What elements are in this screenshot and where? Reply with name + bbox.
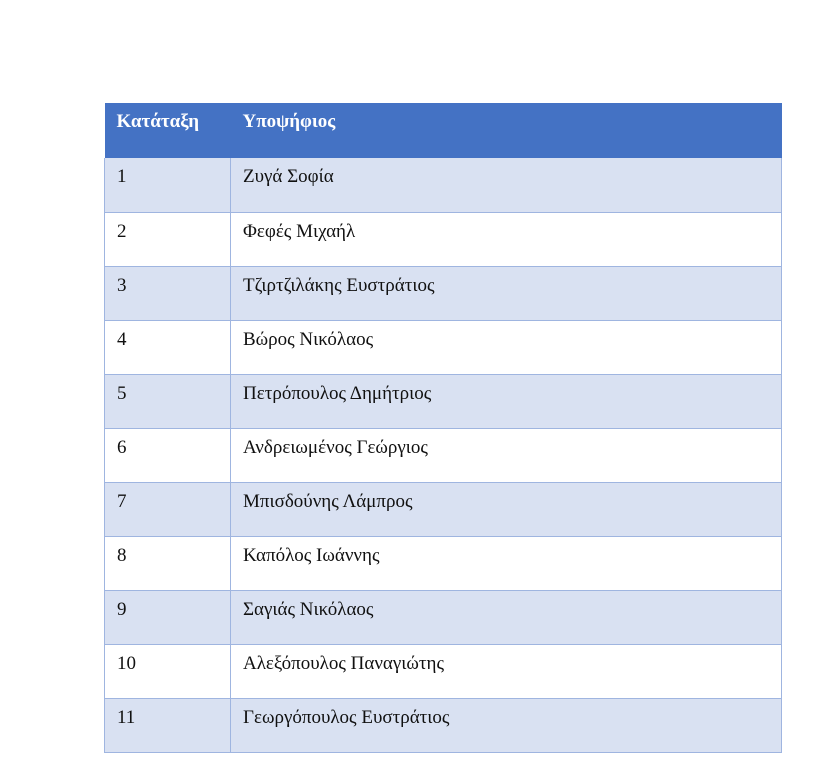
candidate-cell: Πετρόπουλος Δημήτριος [231, 374, 782, 428]
candidate-cell: Ζυγά Σοφία [231, 158, 782, 212]
rank-cell: 8 [105, 536, 231, 590]
table-row [105, 320, 782, 374]
candidate-cell: Ανδρειωμένος Γεώργιος [231, 428, 782, 482]
rank-cell: 1 [105, 158, 231, 212]
table-row [105, 536, 782, 590]
candidate-cell: Καπόλος Ιωάννης [231, 536, 782, 590]
table-header-row [105, 103, 782, 158]
ranking-table [104, 103, 782, 753]
rank-cell: 4 [105, 320, 231, 374]
table-row [105, 590, 782, 644]
rank-cell: 11 [105, 698, 231, 752]
table-row [105, 374, 782, 428]
candidate-cell: Μπισδούνης Λάμπρος [231, 482, 782, 536]
table-row [105, 698, 782, 752]
candidate-cell: Φεφές Μιχαήλ [231, 212, 782, 266]
table-row [105, 482, 782, 536]
rank-cell: 7 [105, 482, 231, 536]
header-rank: Κατάταξη [105, 103, 231, 158]
candidate-cell: Σαγιάς Νικόλαος [231, 590, 782, 644]
table-row [105, 266, 782, 320]
candidate-cell: Βώρος Νικόλαος [231, 320, 782, 374]
rank-cell: 5 [105, 374, 231, 428]
table-row [105, 644, 782, 698]
candidate-cell: Τζιρτζιλάκης Ευστράτιος [231, 266, 782, 320]
rank-cell: 3 [105, 266, 231, 320]
candidate-cell: Αλεξόπουλος Παναγιώτης [231, 644, 782, 698]
candidate-cell: Γεωργόπουλος Ευστράτιος [231, 698, 782, 752]
rank-cell: 2 [105, 212, 231, 266]
rank-cell: 9 [105, 590, 231, 644]
table-row [105, 158, 782, 212]
table-row [105, 428, 782, 482]
header-candidate: Υποψήφιος [231, 103, 782, 158]
rank-cell: 6 [105, 428, 231, 482]
rank-cell: 10 [105, 644, 231, 698]
table-row [105, 212, 782, 266]
